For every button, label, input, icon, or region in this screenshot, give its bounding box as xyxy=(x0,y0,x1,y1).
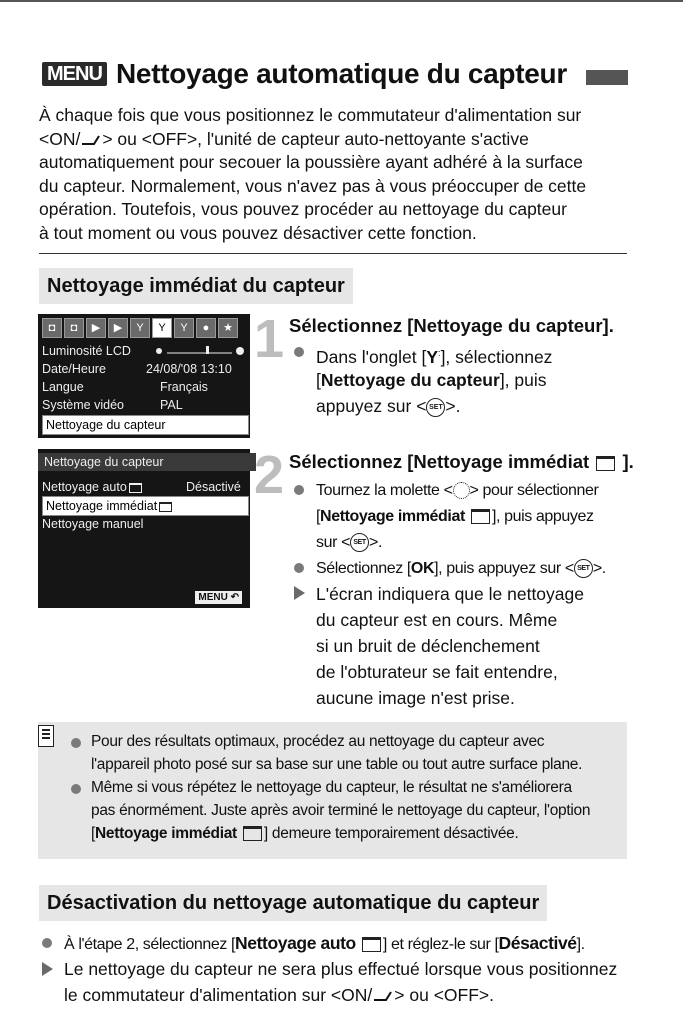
note-line: pas énormément. Juste après avoir terminé le nettoyage du capteur, l'option xyxy=(91,802,591,819)
step-number: 2 xyxy=(254,445,285,505)
screen-row-value: Désactivé xyxy=(186,480,241,494)
step-title: Sélectionnez [Nettoyage du capteur]. xyxy=(289,315,614,336)
step-instruction xyxy=(316,556,606,582)
text: Nettoyage auto xyxy=(42,480,127,494)
intro-line: À chaque fois que vous positionnez le commutateur d'alimentation sur xyxy=(39,105,582,125)
text: Nettoyage auto xyxy=(235,933,356,953)
text: ], puis xyxy=(499,370,547,390)
screen-row-selected xyxy=(42,496,249,516)
text: ], puis appuyez sur < xyxy=(434,560,574,577)
screen-row-selected: Nettoyage du capteur xyxy=(42,415,249,435)
menu-badge: MENU xyxy=(42,62,107,86)
text: > pour sélectionner xyxy=(469,482,599,499)
text: À l'étape 2, sélectionnez [ xyxy=(64,936,236,953)
note-line: l'appareil photo posé sur sa base sur une table ou tout autre surface plane. xyxy=(91,756,583,773)
result-arrow-icon xyxy=(294,586,305,600)
bullet-dot xyxy=(294,563,304,573)
intro-line: automatiquement pour secouer la poussière ayant adhéré à la surface xyxy=(39,152,583,172)
result-line: Le nettoyage du capteur ne sera plus effectué lorsque vous positionnez xyxy=(64,959,618,979)
set-button-icon: SET xyxy=(574,559,593,578)
sensor-icon xyxy=(243,826,262,841)
divider xyxy=(39,253,627,254)
text: > ou <OFF>. xyxy=(394,985,494,1005)
screen-tabs xyxy=(42,318,238,338)
shoot-tab-icon: ◘ xyxy=(42,318,62,338)
note-box xyxy=(38,722,627,859)
text: Nettoyage immédiat xyxy=(320,508,465,525)
text: ], sélectionnez xyxy=(440,346,553,367)
step-instruction xyxy=(316,478,598,504)
note-line: [Nettoyage immédiat ] demeure temporairement désactivée. xyxy=(91,825,519,842)
camera-screen-setup xyxy=(38,314,250,438)
text: Nettoyage immédiat xyxy=(95,825,237,842)
bullet-dot xyxy=(294,347,304,357)
step-instruction: [Nettoyage du capteur], puis xyxy=(316,370,547,390)
section-instruction xyxy=(64,930,585,958)
playback-tab-icon: ▶ xyxy=(108,318,128,338)
set-button-icon: SET xyxy=(350,533,369,552)
intro-line: opération. Toutefois, vous pouvez procéder au nettoyage du capteur xyxy=(39,199,567,219)
text: >. xyxy=(445,396,461,416)
shoot-tab-icon: ◘ xyxy=(64,318,84,338)
power-switch-icon xyxy=(80,133,102,147)
text: sur < xyxy=(316,534,351,551)
text: Dans l'onglet [ xyxy=(316,346,427,367)
text: le commutateur d'alimentation sur <ON/ xyxy=(64,985,373,1005)
setup-tab-icon: Y xyxy=(426,346,439,367)
screen-row-label xyxy=(42,478,144,496)
intro-text: > ou <OFF>, l'unité de capteur auto-nettoyante s'active xyxy=(102,128,529,149)
screen-row-label: Luminosité LCD xyxy=(42,344,131,358)
sensor-icon xyxy=(129,483,142,493)
intro-line: du capteur. Normalement, vous n'avez pas à vous préoccuper de cette xyxy=(39,175,587,196)
note-line: Pour des résultats optimaux, procédez au nettoyage du capteur avec xyxy=(91,733,545,750)
dial-icon xyxy=(453,482,470,499)
screen-row-value: 24/08/'08 13:10 xyxy=(146,362,232,376)
result-line: aucune image n'est prise. xyxy=(316,688,515,708)
screen-row-label: Système vidéo xyxy=(42,398,124,412)
text: OK xyxy=(410,560,435,577)
text: ], puis appuyez xyxy=(491,508,594,525)
top-rule xyxy=(0,0,683,2)
text: ] et réglez-le sur [ xyxy=(382,936,499,953)
setup-tab-icon: Y xyxy=(152,318,172,338)
section-heading: Désactivation du nettoyage automatique du capteur xyxy=(39,885,547,921)
text: ]. xyxy=(622,451,634,472)
intro-paragraph xyxy=(39,104,639,245)
text: >. xyxy=(592,560,606,577)
text: Désactivé xyxy=(498,933,577,953)
text: Sélectionnez [ xyxy=(316,560,411,577)
sensor-icon xyxy=(362,937,381,952)
brightness-slider-icon xyxy=(154,344,246,358)
bullet-dot xyxy=(294,485,304,495)
camera-screen-cleaning xyxy=(38,449,250,608)
power-switch-icon xyxy=(372,989,394,1003)
step-instruction xyxy=(316,530,382,556)
sensor-icon xyxy=(596,456,615,471)
text: ] demeure temporairement désactivée. xyxy=(263,825,519,842)
title-bar-decoration xyxy=(586,70,628,85)
my-menu-tab-icon: ★ xyxy=(218,318,238,338)
result-line xyxy=(64,982,494,1008)
step-instruction: [Nettoyage immédiat ], puis appuyez xyxy=(316,508,594,525)
result-arrow-icon xyxy=(42,962,53,976)
note-icon xyxy=(38,725,54,747)
intro-line xyxy=(39,128,639,152)
screen-row-value: Français xyxy=(160,380,208,394)
step-instruction xyxy=(316,393,461,419)
screen-header: Nettoyage du capteur xyxy=(38,453,256,471)
page-header xyxy=(42,56,632,96)
text: Sélectionnez [Nettoyage immédiat xyxy=(289,451,590,472)
bullet-dot xyxy=(42,938,52,948)
text: Nettoyage immédiat xyxy=(46,499,158,513)
result-line: L'écran indiquera que le nettoyage xyxy=(316,584,584,604)
step-number: 1 xyxy=(254,309,285,369)
screen-row-value: PAL xyxy=(160,398,183,412)
bullet-dot xyxy=(71,784,81,794)
setup-tab-icon: Y xyxy=(130,318,150,338)
note-line: Même si vous répétez le nettoyage du capteur, le résultat ne s'améliorera xyxy=(91,779,572,796)
sensor-icon xyxy=(159,502,172,512)
text: MENU xyxy=(198,592,228,603)
page-title: Nettoyage automatique du capteur xyxy=(116,58,567,89)
section-heading: Nettoyage immédiat du capteur xyxy=(39,268,353,304)
screen-row-label: Date/Heure xyxy=(42,362,106,376)
text: Nettoyage du capteur xyxy=(320,370,500,390)
result-line: de l'obturateur se fait entendre, xyxy=(316,662,558,682)
intro-line: à tout moment ou vous pouvez désactiver cette fonction. xyxy=(39,222,477,243)
camera-tab-icon: ● xyxy=(196,318,216,338)
screen-row-label: Langue xyxy=(42,380,84,394)
set-button-icon: SET xyxy=(426,398,445,417)
menu-return-badge: MENU ↶ xyxy=(195,591,242,604)
bullet-dot xyxy=(71,738,81,748)
sensor-icon xyxy=(471,509,490,524)
step-title xyxy=(289,450,634,474)
result-line: du capteur est en cours. Même xyxy=(316,610,558,630)
setup-tab-icon: Y xyxy=(174,318,194,338)
screen-row-label: Nettoyage manuel xyxy=(42,517,144,531)
text: Tournez la molette < xyxy=(316,482,453,499)
text: appuyez sur < xyxy=(316,396,427,416)
text: >. xyxy=(369,534,383,551)
step-instruction: Dans l'onglet [Y:], sélectionnez xyxy=(316,346,553,367)
result-line: si un bruit de déclenchement xyxy=(316,636,540,656)
text: ]. xyxy=(576,936,585,953)
intro-text: <ON/ xyxy=(39,128,81,149)
playback-tab-icon: ▶ xyxy=(86,318,106,338)
